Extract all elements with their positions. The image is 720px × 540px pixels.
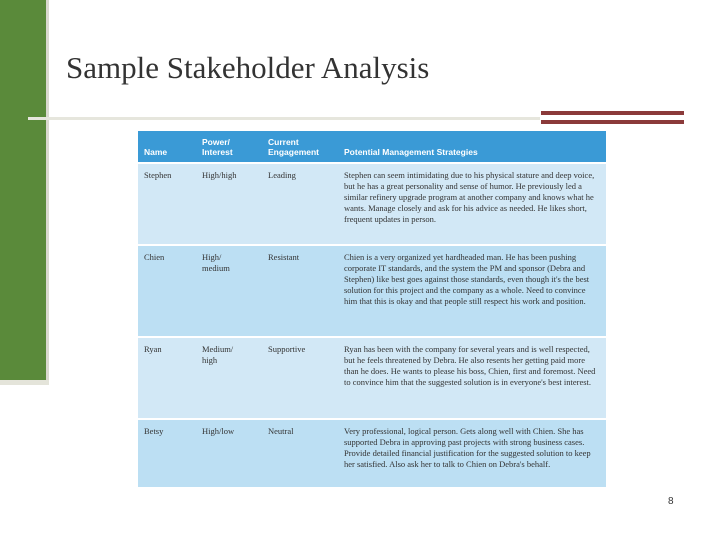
cell-name: Chien <box>138 245 196 337</box>
cell-engagement: Neutral <box>262 419 338 487</box>
slide-title: Sample Stakeholder Analysis <box>66 50 430 85</box>
header-power-interest: Power/ Interest <box>196 131 262 163</box>
page-number: 8 <box>668 496 674 507</box>
cell-strategy: Ryan has been with the company for several years and is well respected, but he feels threatened by Debra. He also resents her getting paid more than he does. He wants to please his boss, Chien, first and foremost. Need to convince him that the suggested solution is in everyone's best interest. <box>338 337 606 419</box>
cell-name: Ryan <box>138 337 196 419</box>
table-row <box>138 245 606 337</box>
header-name: Name <box>138 131 196 163</box>
cell-power-interest: High/low <box>196 419 262 487</box>
table-row <box>138 337 606 419</box>
stakeholder-table <box>138 131 606 487</box>
cell-engagement: Supportive <box>262 337 338 419</box>
cell-engagement: Resistant <box>262 245 338 337</box>
cell-name: Betsy <box>138 419 196 487</box>
accent-stripe-bottom <box>541 120 684 124</box>
cell-strategy: Stephen can seem intimidating due to his physical stature and deep voice, but he has a great personality and sense of humor. He previously led a similar refinery upgrade program at another company and knows what he wants. Manage closely and ask for his advice as needed. He likes short, frequent updates in person. <box>338 163 606 245</box>
cell-strategy: Very professional, logical person. Gets along well with Chien. She has supported Debra in approving past projects with strong business cases. Provide detailed financial justification for the suggested solution to keep her satisfied. Also ask her to talk to Chien on Debra's behalf. <box>338 419 606 487</box>
table-header-row <box>138 131 606 163</box>
header-strategies: Potential Management Strategies <box>338 131 606 163</box>
cell-engagement: Leading <box>262 163 338 245</box>
table-row <box>138 163 606 245</box>
title-underline <box>28 117 540 120</box>
left-accent-bar <box>0 0 46 385</box>
header-current-engagement: Current Engagement <box>262 131 338 163</box>
cell-power-interest: Medium/ high <box>196 337 262 419</box>
cell-name: Stephen <box>138 163 196 245</box>
cell-power-interest: High/high <box>196 163 262 245</box>
table-row <box>138 419 606 487</box>
left-accent-base <box>0 380 49 385</box>
left-accent-shadow <box>46 0 49 385</box>
accent-stripe-top <box>541 111 684 115</box>
cell-strategy: Chien is a very organized yet hardheaded man. He has been pushing corporate IT standards, and the system the PM and sponsor (Debra and Stephen) like best goes against those standards, even though it's the best solution for this project and the company as a whole. Need to convince him that this is okay and that people still respect his work and position. <box>338 245 606 337</box>
cell-power-interest: High/ medium <box>196 245 262 337</box>
